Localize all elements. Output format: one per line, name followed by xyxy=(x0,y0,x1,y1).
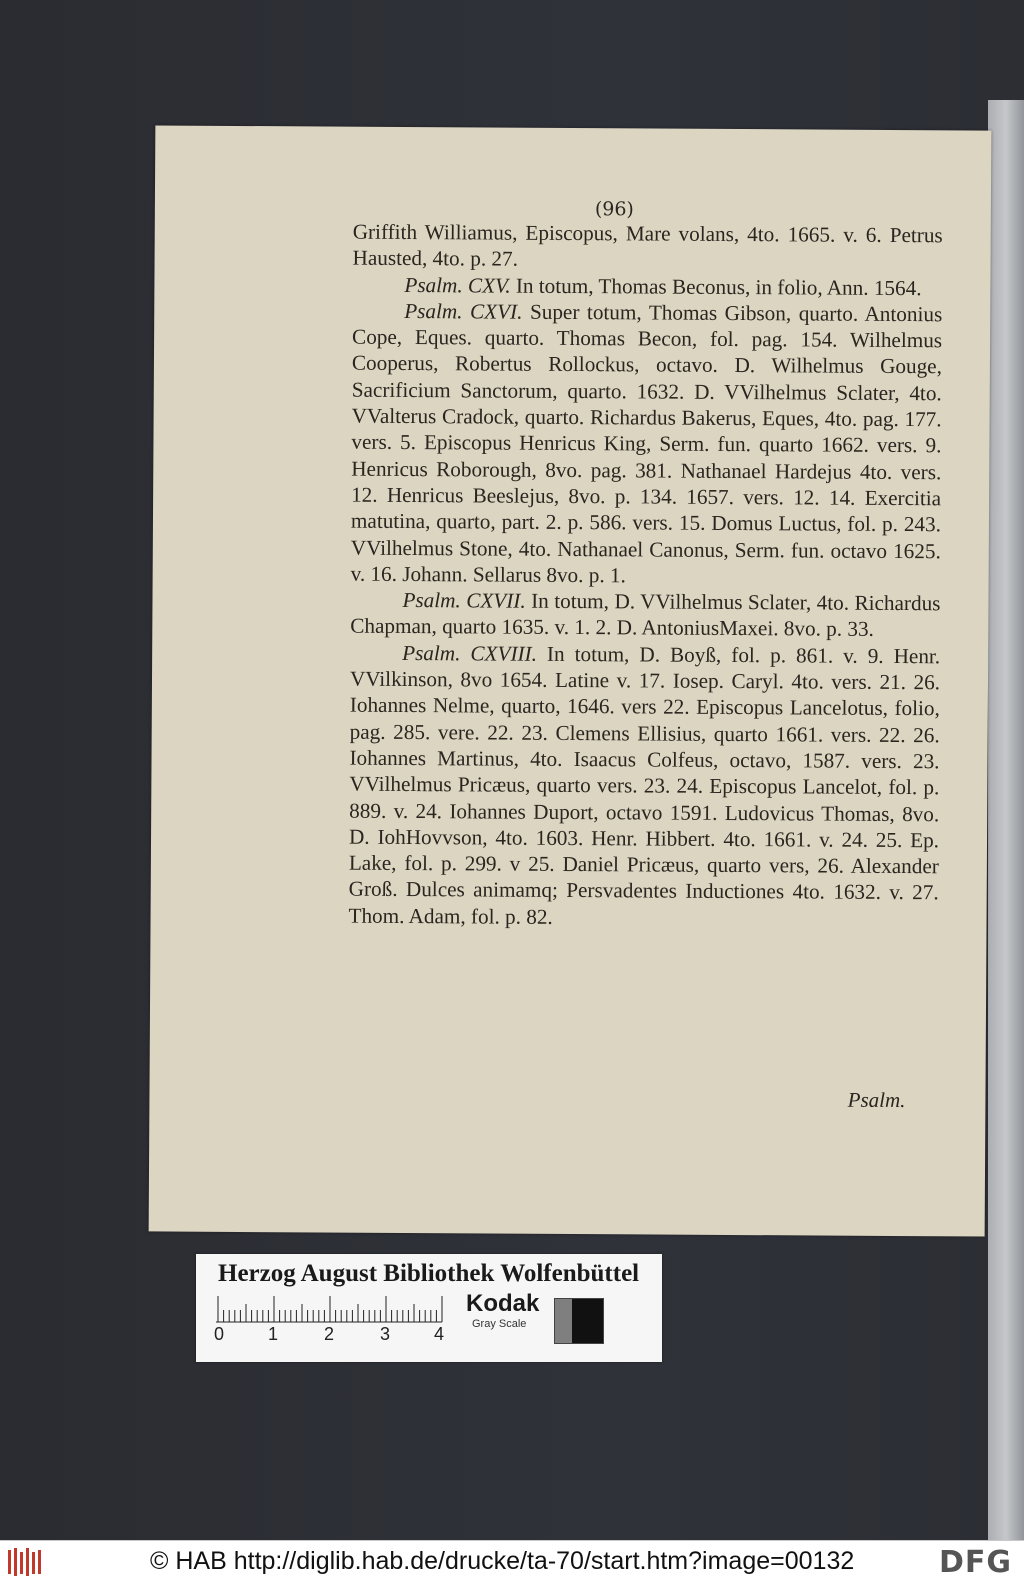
paragraph-p5 xyxy=(348,639,940,932)
paragraph-p3 xyxy=(351,298,943,591)
gray-scale-label: Gray Scale xyxy=(472,1318,526,1330)
paragraph-lead: Psalm. CXV. xyxy=(404,273,510,298)
ruler-number: 0 xyxy=(214,1324,224,1345)
hab-logo-icon xyxy=(6,1546,46,1578)
paragraph-lead: Psalm. CXVII. xyxy=(402,588,525,613)
color-calibration-card xyxy=(196,1254,662,1362)
footer-bar xyxy=(0,1540,1024,1583)
page-number: (96) xyxy=(595,198,634,220)
card-title: Herzog August Bibliothek Wolfenbüttel xyxy=(218,1260,639,1288)
paragraph-p4 xyxy=(350,587,940,643)
footer-url[interactable]: © HAB http://diglib.hab.de/drucke/ta-70/start.htm?image=00132 xyxy=(150,1547,854,1576)
scan-right-edge xyxy=(988,100,1024,1540)
paragraph-p2 xyxy=(352,271,942,301)
paragraph-text: Griffith Williamus, Episcopus, Mare volans, 4to. 1665. v. 6. Petrus Hausted, 4to. p. 27. xyxy=(353,220,943,271)
ruler-number: 4 xyxy=(434,1324,444,1345)
paragraph-text: In totum, D. VVilhelmus Sclater, 4to. Richardus Chapman, quarto 1635. v. 1. 2. D. AntoniusMaxei. 8vo. p. 33. xyxy=(350,589,940,641)
ruler-number: 1 xyxy=(268,1324,278,1345)
paragraph-lead: Psalm. CXVI. xyxy=(404,299,522,324)
catchword: Psalm. xyxy=(848,1088,906,1113)
paragraph-text: In totum, D. Boyß, fol. p. 861. v. 9. Henr. VVilkinson, 8vo 1654. Latine v. 17. Iosep. Caryl. 4to. vers. 21. 26. Iohannes Nelme, quarto, 1646. vers 22. Episcopus Lancelotus, folio, pag. 285. vere. 22. 23. Clemens Ellisius, quarto 1661. vers. 22. 26. Iohannes Martinus, 4to. Isaacus Colfeus, octavo, 1587. vers. 23. VVilhelmus Pricæus, quarto vers. 23. 24. Episcopus Lancelot, fol. p. 889. v. 24. Iohannes Duport, octavo 1591. Ludovicus Thomas, 8vo. D. IohHovvson, 4to. 1603. Henr. Hibbert. 4to. 1661. v. 24. 25. Ep. Lake, fol. p. 299. v 25. Daniel Pricæus, quarto vers, 26. Alexander Groß. Dulces animamq; Persvadentes Inductiones 4to. 1632. v. 27. Thom. Adam, fol. p. 82. xyxy=(348,642,940,929)
dfg-logo: DFG xyxy=(939,1545,1012,1580)
paragraph-lead: Psalm. CXVIII. xyxy=(402,641,537,666)
ruler-number: 3 xyxy=(380,1324,390,1345)
paragraph-text: Super totum, Thomas Gibson, quarto. Antonius Cope, Eques. quarto. Thomas Becon, fol. pag. 154. Wilhelmus Cooperus, Robertus Rollockus, octavo. D. Wilhelmus Gouge, Sacrificium Sanctorum, quarto. 1632. D. VVilhelmus Sclater, 4to. VValterus Cradock, quarto. Richardus Bakerus, Eques, 4to. pag. 177. vers. 5. Episcopus Henricus King, Serm. fun. quarto 1662. vers. 9. Henricus Roborough, 8vo. pag. 381. Nathanael Hardejus 4to. vers. 12. Henricus Beeslejus, 8vo. p. 134. 1657. vers. 12. 14. Exercitia matutina, quarto, part. 2. p. 586. vers. 15. Domus Luctus, fol. p. 243. VVilhelmus Stone, 4to. Nathanael Canonus, Serm. fun. octavo 1625. v. 16. Johann. Sellarus 8vo. p. 1. xyxy=(351,300,943,588)
paragraph-text: In totum, Thomas Beconus, in folio, Ann. 1564. xyxy=(510,273,921,300)
gray-swatch xyxy=(554,1298,604,1344)
book-page xyxy=(149,125,992,1236)
kodak-brand: Kodak xyxy=(466,1290,539,1318)
ruler-number: 2 xyxy=(324,1324,334,1345)
paragraph-p1 xyxy=(352,219,942,275)
page-text xyxy=(348,219,942,933)
